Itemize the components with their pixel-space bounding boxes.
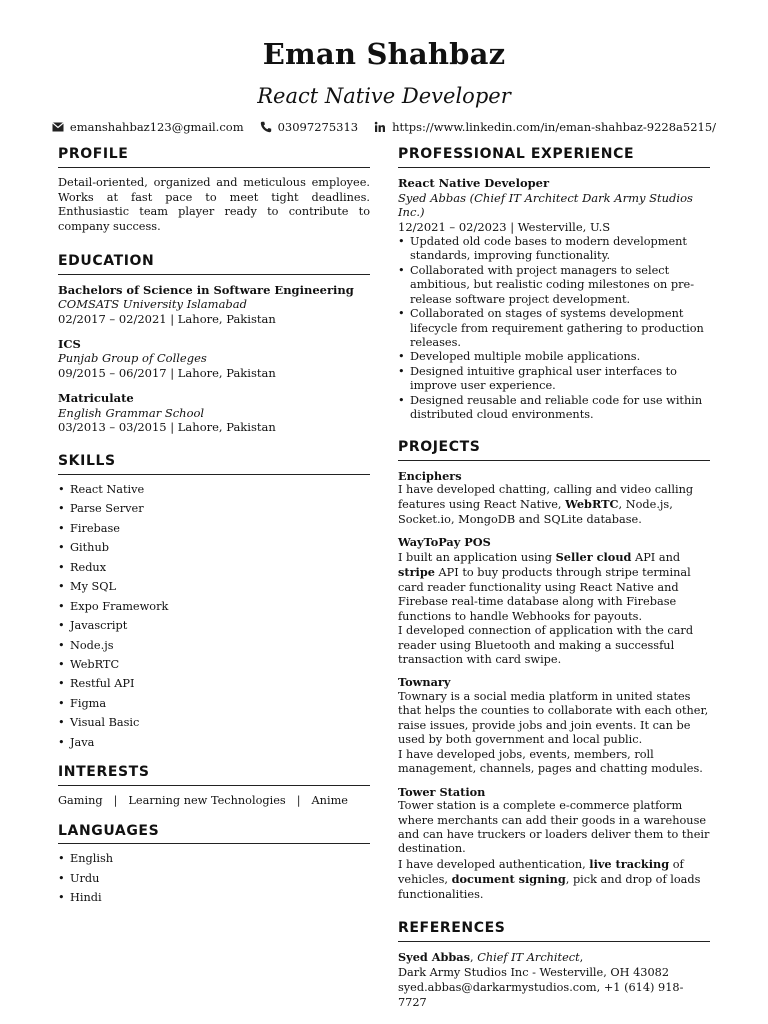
resume-header [0,0,768,135]
project-text: , pick and drop of loads functionalities. [398,873,701,901]
linkedin-icon [374,121,386,133]
project-name: WayToPay POS [398,535,491,550]
education-section [58,253,370,435]
reference-separator: , [470,951,478,965]
languages-list [58,852,370,905]
languages-section [58,823,370,906]
experience-bullet: • Designed intuitive graphical user interfaces to improve user experience. [398,365,710,394]
skill-item: • My SQL [58,580,370,594]
reference-separator: , [579,951,584,965]
experience-bullet: • Collaborated with project managers to select ambitious, but realistic coding milestones on pre-release software project development. [398,264,710,307]
profile-heading: PROFILE [58,146,370,168]
interests-section [58,764,370,808]
right-column [398,146,710,1023]
degree: ICS [58,336,81,351]
project-text: I built an application using [398,550,556,564]
contact-email[interactable] [52,120,244,135]
project-entry [398,785,710,903]
project-highlight: Seller cloud [555,549,632,564]
education-dates: 02/2017 – 02/2021 | Lahore, Pakistan [58,311,276,326]
school: English Grammar School [58,405,205,420]
project-text: I have developed chatting, calling and video calling features using React Native, [398,483,694,512]
experience-section [398,146,710,423]
project-text: API and [631,550,681,564]
references-section [398,920,710,1011]
project-description [398,550,710,624]
project-entry [398,675,710,776]
language-item: • Urdu [58,872,370,886]
skill-item: • Figma [58,697,370,711]
education-entry [58,337,370,381]
skill-item: • Restful API [58,677,370,691]
left-column [58,146,370,1023]
skill-item: • React Native [58,483,370,497]
experience-bullet: • Updated old code bases to modern development standards, improving functionality. [398,235,710,264]
project-highlight: document signing [451,872,566,887]
skill-item: • Firebase [58,522,370,536]
education-dates: 09/2015 – 06/2017 | Lahore, Pakistan [58,366,276,381]
language-item: • Hindi [58,891,370,905]
contact-linkedin[interactable] [374,120,716,135]
reference-company: Dark Army Studios Inc - Westerville, OH 43082 [398,966,670,980]
interest-separator: | [113,794,118,808]
reference-name: Syed Abbas [398,950,470,965]
language-item: • English [58,852,370,866]
candidate-role: React Native Developer [257,84,511,109]
skill-item: • WebRTC [58,658,370,672]
skills-heading: SKILLS [58,453,370,475]
profile-section [58,146,370,235]
project-description: Townary is a social media platform in united states that helps the counties to collaborate with each other, raise issues, provide jobs and join events. It can be used by both government and local public. [398,689,709,747]
project-highlight: WebRTC [565,497,619,512]
skill-item: • Expo Framework [58,600,370,614]
job-dates: 12/2021 – 02/2023 | Westerville, U.S [398,220,611,235]
contact-phone[interactable] [260,120,358,135]
skill-item: • Github [58,541,370,555]
interests-list [58,794,370,808]
skill-item: • Parse Server [58,502,370,516]
project-description [398,857,710,902]
experience-heading: PROFESSIONAL EXPERIENCE [398,146,710,168]
profile-text: Detail-oriented, organized and meticulous employee. Works at fast pace to meet tight deadlines. Enthusiastic team player ready to contribute to company success. [58,175,370,233]
project-name: Tower Station [398,784,486,799]
skill-item: • Javascript [58,619,370,633]
reference-entry [398,950,710,1011]
languages-heading: LANGUAGES [58,823,370,845]
interest-item: Learning new Technologies [128,794,286,808]
project-name: Townary [398,675,451,690]
experience-bullet: • Developed multiple mobile applications. [398,350,710,364]
reference-contact[interactable]: syed.abbas@darkarmystudios.com, +1 (614) 918-7727 [398,980,684,1009]
project-text: I have developed authentication, [398,857,590,871]
skills-list [58,483,370,750]
skill-item: • Node.js [58,639,370,653]
phone-icon [260,121,272,133]
skill-item: • Redux [58,561,370,575]
phone-text[interactable]: 03097275313 [277,119,359,134]
project-name: Enciphers [398,468,462,483]
degree: Bachelors of Science in Software Engineering [58,282,354,297]
skill-item: • Visual Basic [58,716,370,730]
education-entry [58,391,370,435]
skills-section [58,453,370,750]
references-heading: REFERENCES [398,920,710,942]
experience-bullet: • Designed reusable and reliable code for use within distributed cloud environments. [398,394,710,423]
school: Punjab Group of Colleges [58,351,207,366]
project-description: I have developed jobs, events, members, roll management, channels, pages and chatting modules. [398,747,703,776]
interests-heading: INTERESTS [58,764,370,786]
candidate-name: Eman Shahbaz [262,37,506,71]
linkedin-text[interactable]: https://www.linkedin.com/in/eman-shahbaz-9228a5215/ [392,119,717,134]
school: COMSATS University Islamabad [58,297,248,312]
degree: Matriculate [58,390,134,405]
reference-position: Chief IT Architect [477,951,580,965]
projects-heading: PROJECTS [398,439,710,461]
interest-item: Anime [311,794,348,808]
education-dates: 03/2013 – 03/2015 | Lahore, Pakistan [58,420,276,435]
resume-body [58,146,710,1023]
education-entry [58,283,370,327]
project-description [398,483,710,527]
projects-section [398,439,710,903]
project-text: of vehicles, [398,857,684,887]
interest-separator: | [296,794,301,808]
project-entry [398,535,710,667]
job-title: React Native Developer [398,175,550,190]
project-entry [398,469,710,528]
project-description: Tower station is a complete e-commerce platform where merchants can add their goods in a warehouse and can have truckers or loaders deliver them to their destination. [398,799,710,856]
employer: Syed Abbas (Chief IT Architect Dark Army Studios Inc.) [398,190,693,220]
project-highlight: stripe [398,565,435,580]
project-highlight: live tracking [589,856,670,871]
project-text: API to buy products through stripe terminal card reader functionality using React Native and Firebase real-time database along with Firebase functions to handle Webhooks for payouts. [398,566,691,623]
skill-item: • Java [58,736,370,750]
reference-line [398,950,710,966]
project-text: , Node.js, Socket.io, MongoDB and SQLite database. [398,498,673,526]
email-text[interactable]: emanshahbaz123@gmail.com [69,119,244,134]
experience-bullets [398,235,710,423]
interest-item: Gaming [58,794,103,808]
contact-bar [0,120,768,135]
experience-bullet: • Collaborated on stages of systems development lifecycle from requirement gathering to production releases. [398,307,710,350]
project-description: I developed connection of application with the card reader using Bluetooth and making a successful transaction with card swipe. [398,624,694,667]
envelope-icon [52,121,64,133]
education-heading: EDUCATION [58,253,370,275]
